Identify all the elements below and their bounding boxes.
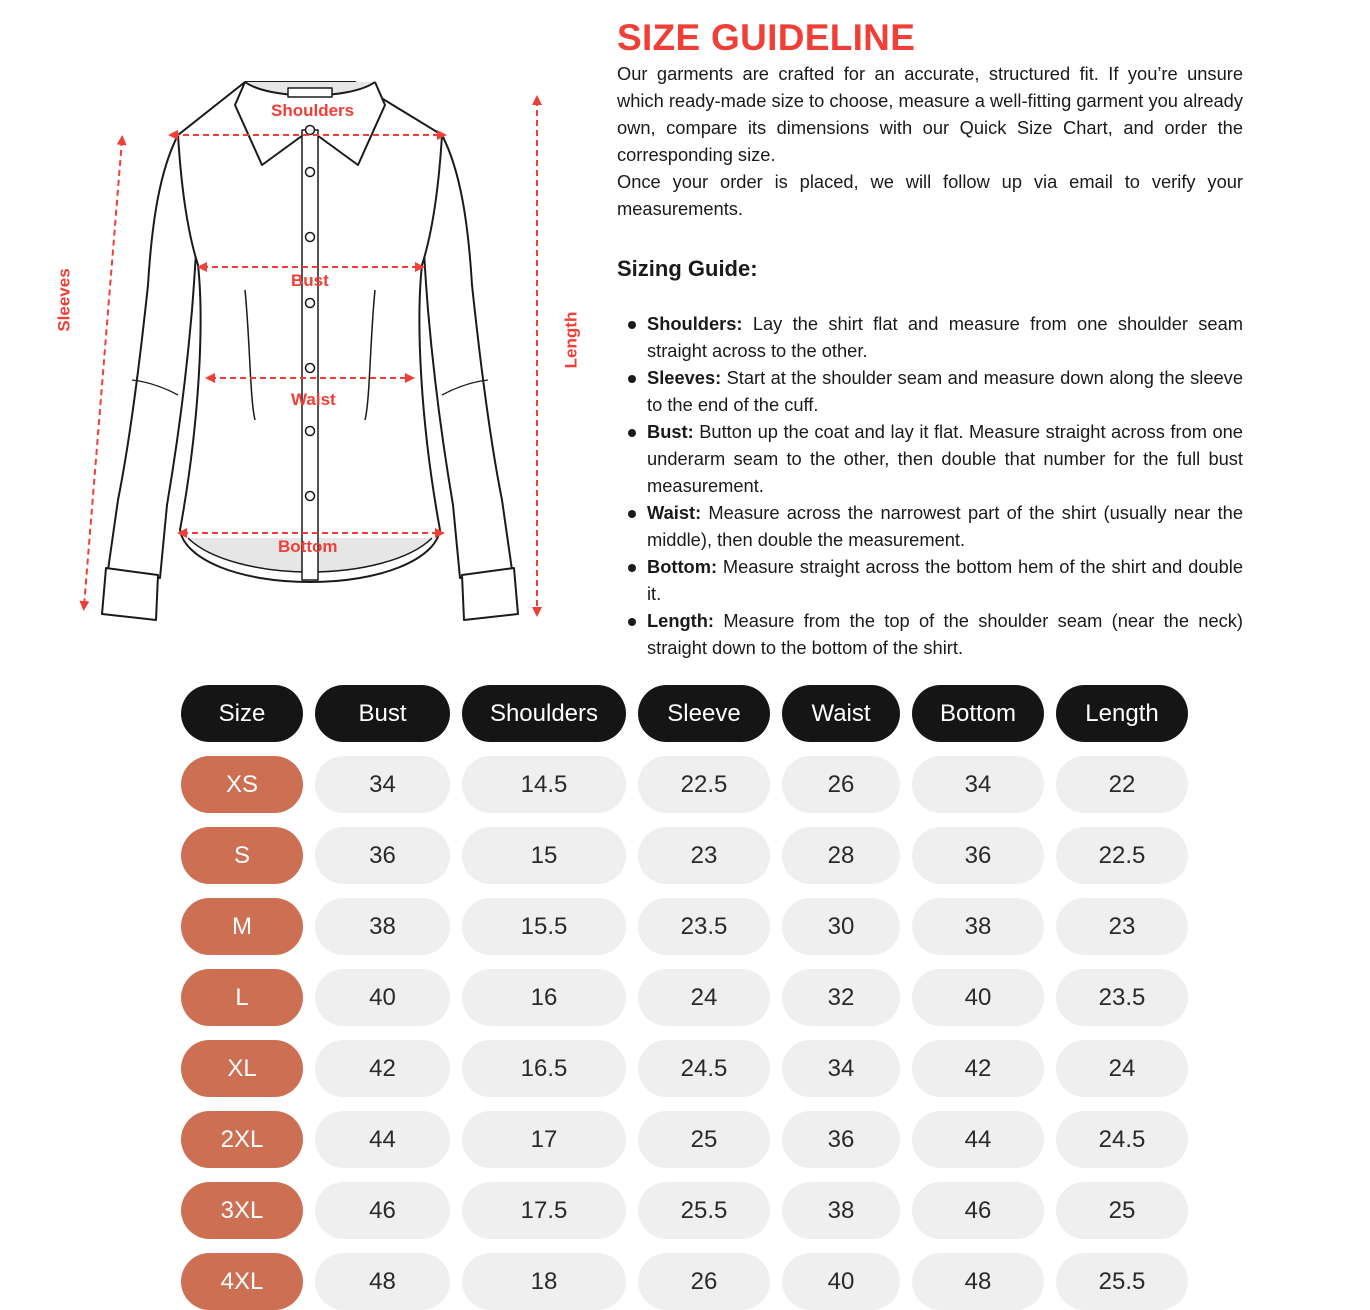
shoulders-value-cell: 16.5 bbox=[462, 1040, 626, 1097]
shoulders-value-cell: 18 bbox=[462, 1253, 626, 1310]
length-value-cell: 22 bbox=[1056, 756, 1188, 813]
bottom-value-cell: 44 bbox=[912, 1111, 1044, 1168]
bust-value-cell: 46 bbox=[315, 1182, 450, 1239]
sizing-rule-text: Button up the coat and lay it flat. Measure straight across from one underarm seam to the other, then double that number for the full bust measurement. bbox=[647, 421, 1243, 496]
shirt-measurement-diagram bbox=[40, 60, 600, 640]
sleeve-value-cell: 23 bbox=[638, 827, 770, 884]
length-value-cell: 23.5 bbox=[1056, 969, 1188, 1026]
waist-value-cell: 26 bbox=[782, 756, 900, 813]
length-value-cell: 24.5 bbox=[1056, 1111, 1188, 1168]
sizing-rule-text: Measure across the narrowest part of the shirt (usually near the middle), then double the measurement. bbox=[647, 502, 1243, 550]
shoulders-value-cell: 17.5 bbox=[462, 1182, 626, 1239]
waist-value-cell: 40 bbox=[782, 1253, 900, 1310]
sizing-rules-list bbox=[617, 310, 1243, 661]
sleeve-value-cell: 25.5 bbox=[638, 1182, 770, 1239]
sizing-rule-term: Bottom: bbox=[647, 556, 718, 577]
shoulders-value-cell: 15 bbox=[462, 827, 626, 884]
waist-value-cell: 32 bbox=[782, 969, 900, 1026]
sizing-rule-text: Lay the shirt flat and measure from one shoulder seam straight across to the other. bbox=[647, 313, 1243, 361]
waist-value-cell: 28 bbox=[782, 827, 900, 884]
sizing-rule-item bbox=[617, 607, 1243, 661]
length-value-cell: 22.5 bbox=[1056, 827, 1188, 884]
bottom-label: Bottom bbox=[278, 537, 338, 556]
sizing-rule-text: Start at the shoulder seam and measure down along the sleeve to the end of the cuff. bbox=[647, 367, 1243, 415]
sleeve-value-cell: 23.5 bbox=[638, 898, 770, 955]
sizing-rule-item bbox=[617, 364, 1243, 418]
size-label-cell: XL bbox=[181, 1040, 303, 1097]
sizing-rule-text: Measure straight across the bottom hem of the shirt and double it. bbox=[647, 556, 1243, 604]
size-label-cell: 3XL bbox=[181, 1182, 303, 1239]
sleeve-value-cell: 26 bbox=[638, 1253, 770, 1310]
sizing-rule-text: Measure from the top of the shoulder seam (near the neck) straight down to the bottom of the shirt. bbox=[647, 610, 1243, 658]
sizing-rule-term: Shoulders: bbox=[647, 313, 743, 334]
sleeve-value-cell: 24.5 bbox=[638, 1040, 770, 1097]
size-guideline-section bbox=[617, 16, 1243, 661]
length-value-cell: 25.5 bbox=[1056, 1253, 1188, 1310]
sizing-guide-heading: Sizing Guide: bbox=[617, 256, 758, 281]
sizing-rule-item bbox=[617, 499, 1243, 553]
intro-paragraph: Our garments are crafted for an accurate, structured fit. If you’re unsure which ready-made size to choose, measure a well-fitting garment you already own, compare its dimensions with our Quick Size Chart, and order the corresponding size. bbox=[617, 63, 1243, 165]
bust-value-cell: 44 bbox=[315, 1111, 450, 1168]
column-header-waist: Waist bbox=[782, 685, 900, 742]
length-label: Length bbox=[561, 311, 581, 369]
shoulders-value-cell: 14.5 bbox=[462, 756, 626, 813]
size-label-cell: XS bbox=[181, 756, 303, 813]
sleeve-value-cell: 22.5 bbox=[638, 756, 770, 813]
length-value-cell: 24 bbox=[1056, 1040, 1188, 1097]
length-value-cell: 25 bbox=[1056, 1182, 1188, 1239]
column-header-size: Size bbox=[181, 685, 303, 742]
column-header-sleeve: Sleeve bbox=[638, 685, 770, 742]
waist-value-cell: 36 bbox=[782, 1111, 900, 1168]
length-value-cell: 23 bbox=[1056, 898, 1188, 955]
waist-value-cell: 34 bbox=[782, 1040, 900, 1097]
page-title: SIZE GUIDELINE bbox=[617, 17, 916, 58]
sizing-rule-item bbox=[617, 310, 1243, 364]
waist-value-cell: 38 bbox=[782, 1182, 900, 1239]
sizing-rule-term: Waist: bbox=[647, 502, 702, 523]
shoulders-value-cell: 17 bbox=[462, 1111, 626, 1168]
shoulders-label: Shoulders bbox=[271, 101, 355, 120]
shoulders-value-cell: 15.5 bbox=[462, 898, 626, 955]
size-label-cell: 2XL bbox=[181, 1111, 303, 1168]
sizing-rule-term: Sleeves: bbox=[647, 367, 722, 388]
bottom-value-cell: 48 bbox=[912, 1253, 1044, 1310]
sleeve-value-cell: 24 bbox=[638, 969, 770, 1026]
bust-value-cell: 40 bbox=[315, 969, 450, 1026]
sleeve-value-cell: 25 bbox=[638, 1111, 770, 1168]
bust-value-cell: 36 bbox=[315, 827, 450, 884]
sizing-rule-term: Bust: bbox=[647, 421, 694, 442]
column-header-length: Length bbox=[1056, 685, 1188, 742]
sleeves-label: Sleeves bbox=[54, 268, 74, 332]
size-label-cell: S bbox=[181, 827, 303, 884]
bottom-value-cell: 34 bbox=[912, 756, 1044, 813]
bottom-value-cell: 38 bbox=[912, 898, 1044, 955]
bottom-value-cell: 46 bbox=[912, 1182, 1044, 1239]
sizing-rule-term: Length: bbox=[647, 610, 715, 631]
size-label-cell: 4XL bbox=[181, 1253, 303, 1310]
sizing-rule-item bbox=[617, 553, 1243, 607]
waist-value-cell: 30 bbox=[782, 898, 900, 955]
size-label-cell: M bbox=[181, 898, 303, 955]
bust-value-cell: 34 bbox=[315, 756, 450, 813]
bust-value-cell: 38 bbox=[315, 898, 450, 955]
bottom-value-cell: 42 bbox=[912, 1040, 1044, 1097]
bottom-value-cell: 40 bbox=[912, 969, 1044, 1026]
shoulders-value-cell: 16 bbox=[462, 969, 626, 1026]
waist-label: Waist bbox=[291, 390, 336, 409]
bust-label: Bust bbox=[291, 271, 329, 290]
bust-value-cell: 42 bbox=[315, 1040, 450, 1097]
bust-value-cell: 48 bbox=[315, 1253, 450, 1310]
bottom-value-cell: 36 bbox=[912, 827, 1044, 884]
sizing-rule-item bbox=[617, 418, 1243, 499]
column-header-shoulders: Shoulders bbox=[462, 685, 626, 742]
column-header-bust: Bust bbox=[315, 685, 450, 742]
size-label-cell: L bbox=[181, 969, 303, 1026]
column-header-bottom: Bottom bbox=[912, 685, 1044, 742]
follow-up-paragraph: Once your order is placed, we will follow up via email to verify your measurements. bbox=[617, 171, 1243, 219]
